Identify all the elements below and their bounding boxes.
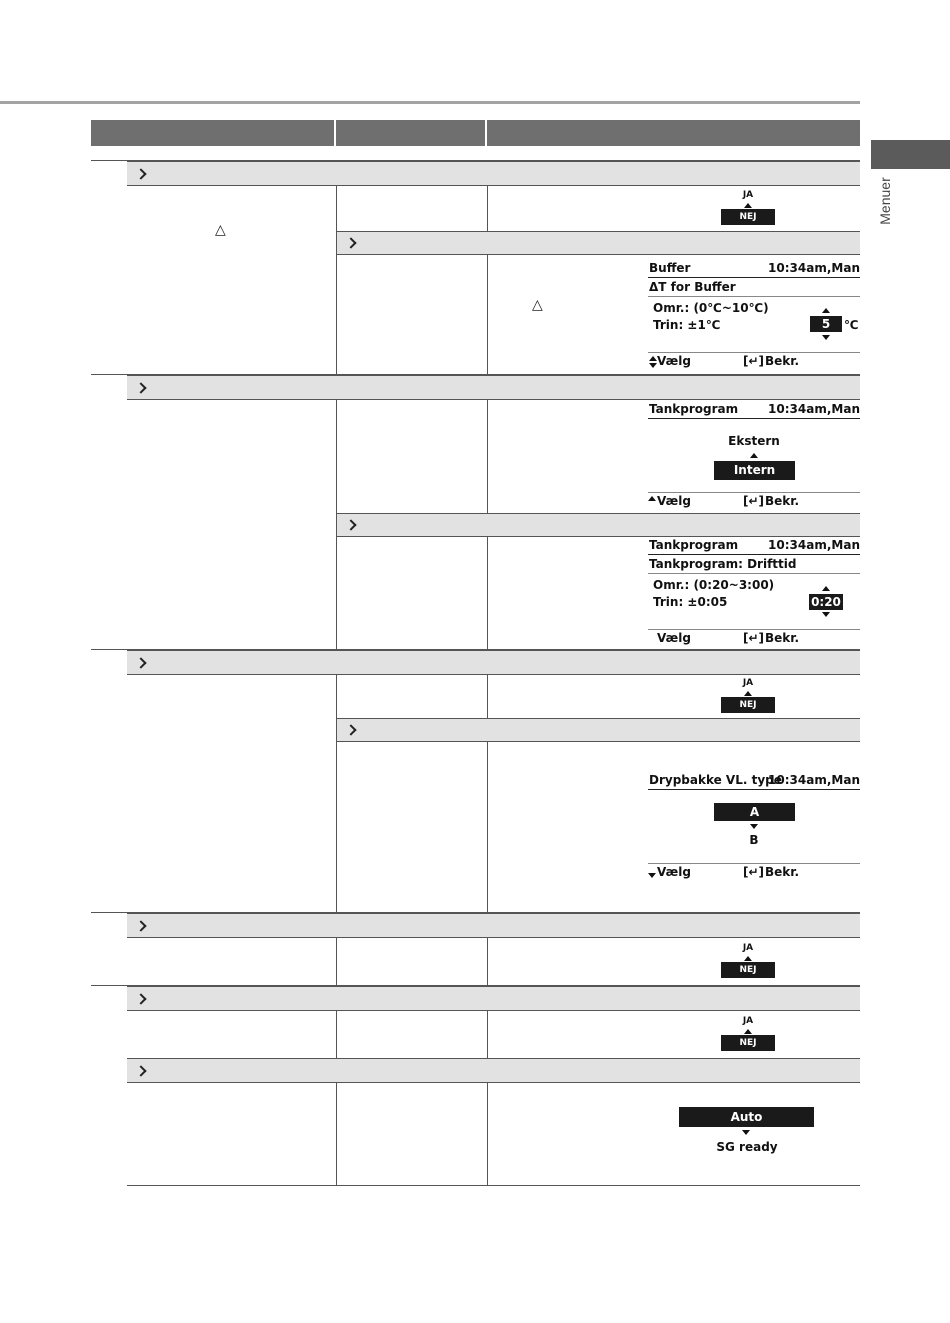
chevron-right-icon [345, 724, 356, 735]
menu-path-band [127, 1058, 860, 1083]
confirm-label: Bekr. [765, 494, 800, 508]
enter-icon: [↵] [743, 865, 765, 879]
screen-title: Buffer [649, 261, 691, 275]
triangle-marker-icon: △ [215, 222, 226, 238]
select-label: Vælg [657, 865, 691, 879]
confirm-label: Bekr. [765, 865, 800, 879]
yes-option: JA [742, 190, 754, 200]
column-divider [336, 1082, 337, 1185]
option-auto-selected[interactable]: Auto [679, 1107, 814, 1127]
arrow-up-icon [822, 586, 830, 591]
value-box[interactable]: 5 [810, 316, 842, 332]
screen-divider [648, 789, 860, 790]
yes-option: JA [742, 1016, 754, 1026]
screen-subtitle: Tankprogram: Drifttid [649, 557, 797, 571]
chevron-right-icon [135, 657, 146, 668]
submenu-path-band [337, 231, 860, 255]
arrow-up-icon [649, 356, 657, 361]
column-divider [487, 185, 488, 231]
chevron-right-icon [135, 1065, 146, 1076]
column-divider [487, 937, 488, 985]
submenu-path-band [337, 513, 860, 537]
chevron-right-icon [135, 168, 146, 179]
screen-time: 10:34am,Man [768, 402, 860, 416]
screen-divider [648, 296, 860, 297]
column-divider [336, 674, 337, 912]
option-b[interactable]: B [749, 833, 759, 847]
screen-time: 10:34am,Man [768, 261, 860, 275]
screen-divider [648, 554, 860, 555]
arrow-down-icon [742, 1130, 750, 1135]
screen-divider [648, 492, 860, 493]
unit-text: ℃ [844, 318, 859, 332]
no-option-selected: NEJ [721, 1035, 775, 1051]
yes-option: JA [742, 943, 754, 953]
yes-option: JA [742, 678, 754, 688]
submenu-path-band [337, 718, 860, 742]
arrow-down-icon [648, 873, 656, 878]
screen-divider: Menuer [877, 177, 893, 225]
enter-icon: [↵] [743, 494, 765, 508]
menu-path-band [127, 986, 860, 1011]
no-option-selected: NEJ [721, 962, 775, 978]
screen-title: Tankprogram [649, 538, 739, 552]
confirm-label: Bekr. [765, 631, 800, 645]
sg-ready-selector[interactable] [678, 1107, 816, 1157]
screen-subtitle: ΔT for Buffer [649, 280, 736, 294]
header-divider [334, 120, 336, 146]
side-tab-label [862, 175, 908, 227]
column-divider [336, 185, 337, 374]
screen-divider [648, 629, 860, 630]
screen-time: 10:34am,Man [768, 773, 860, 787]
chevron-right-icon [135, 993, 146, 1004]
header-divider [485, 120, 487, 146]
side-tab[interactable] [871, 140, 950, 169]
screen-divider [648, 418, 860, 419]
table-bottom-rule [127, 1185, 860, 1186]
option-sg-ready[interactable]: SG ready [716, 1140, 778, 1154]
no-option-selected: NEJ [721, 697, 775, 713]
screen-title: Tankprogram [649, 402, 739, 416]
option-ekstern[interactable]: Ekstern [728, 434, 780, 448]
top-rule [0, 101, 860, 104]
yes-no-selector[interactable] [718, 190, 778, 230]
screen-time: 10:34am,Man [768, 538, 860, 552]
value-box[interactable]: 0:20 [809, 594, 843, 610]
column-divider [487, 254, 488, 374]
column-divider [336, 937, 337, 985]
screen-divider [648, 277, 860, 278]
arrow-down-icon [750, 824, 758, 829]
triangle-marker-icon: △ [532, 297, 543, 313]
drip-tray-lcd-screen [648, 773, 860, 883]
yes-no-selector[interactable] [718, 678, 778, 718]
column-divider [336, 1010, 337, 1058]
select-label: Vælg [657, 631, 691, 645]
tank-program-lcd-screen [648, 402, 860, 512]
screen-divider [648, 863, 860, 864]
chevron-right-icon [345, 519, 356, 530]
menu-path-band [127, 161, 860, 186]
arrow-up-icon [744, 691, 752, 696]
column-divider [487, 1082, 488, 1185]
buffer-lcd-screen [648, 261, 860, 371]
arrow-up-icon [750, 453, 758, 458]
menu-path-band [127, 913, 860, 938]
step-text: Trin: ±1℃ [653, 318, 721, 332]
option-intern-selected[interactable]: Intern [714, 461, 795, 480]
screen-title: Drypbakke VL. type [649, 773, 782, 787]
range-text: Omr.: (0℃~10℃) [653, 301, 769, 315]
column-divider [487, 741, 488, 912]
arrow-down-icon [649, 363, 657, 368]
table-header [91, 120, 860, 146]
arrow-up-icon [744, 956, 752, 961]
menu-path-band [127, 375, 860, 400]
step-text: Trin: ±0:05 [653, 595, 728, 609]
arrow-up-icon [744, 1029, 752, 1034]
select-label: Vælg [657, 354, 691, 368]
menu-path-band [127, 650, 860, 675]
yes-no-selector[interactable] [718, 1016, 778, 1056]
arrow-up-icon [648, 496, 656, 501]
arrow-up-icon [822, 308, 830, 313]
column-divider [487, 1010, 488, 1058]
enter-icon: [↵] [743, 354, 765, 368]
chevron-right-icon [135, 382, 146, 393]
chevron-right-icon [345, 237, 356, 248]
option-a-selected[interactable]: A [714, 803, 795, 821]
screen-divider [648, 352, 860, 353]
arrow-up-icon [744, 203, 752, 208]
arrow-down-icon [822, 612, 830, 617]
column-divider [487, 674, 488, 718]
column-divider [487, 536, 488, 649]
enter-icon: [↵] [743, 631, 765, 645]
screen-divider [648, 573, 860, 574]
confirm-label: Bekr. [765, 354, 800, 368]
range-text: Omr.: (0:20~3:00) [653, 578, 775, 592]
yes-no-selector[interactable] [718, 943, 778, 983]
column-divider [336, 399, 337, 649]
arrow-down-icon [822, 335, 830, 340]
select-label: Vælg [657, 494, 691, 508]
no-option-selected: NEJ [721, 209, 775, 225]
column-divider [487, 399, 488, 513]
chevron-right-icon [135, 920, 146, 931]
tank-runtime-lcd-screen [648, 538, 860, 648]
